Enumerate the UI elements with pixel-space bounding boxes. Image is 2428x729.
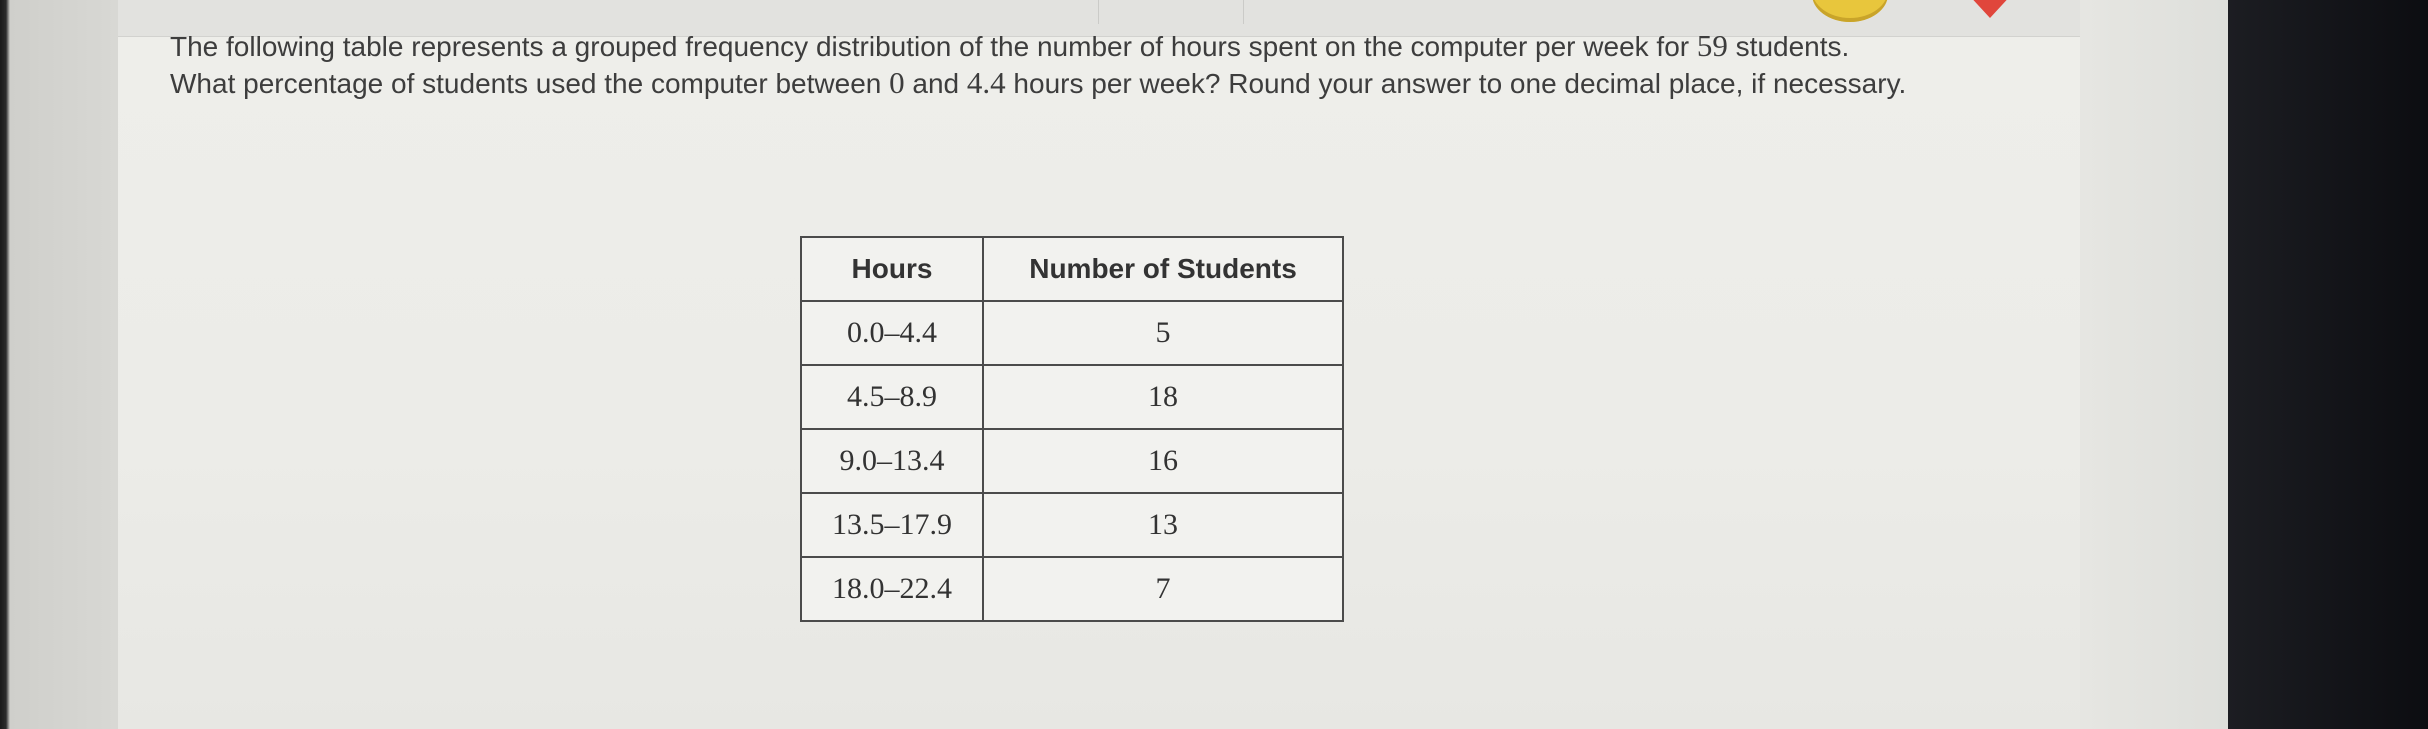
- students-cell: 16: [983, 429, 1343, 493]
- header-hours: Hours: [801, 237, 983, 301]
- students-cell: 13: [983, 493, 1343, 557]
- table-row: [801, 365, 1343, 429]
- heart-icon[interactable]: [1962, 0, 2018, 20]
- table-row: [801, 557, 1343, 621]
- topbar-divider: [1243, 0, 1244, 24]
- hours-cell: 9.0–13.4: [801, 429, 983, 493]
- hours-cell: 13.5–17.9: [801, 493, 983, 557]
- frequency-table: [800, 236, 1344, 622]
- hours-cell: 0.0–4.4: [801, 301, 983, 365]
- table-row: [801, 429, 1343, 493]
- range-low: 0: [889, 65, 905, 100]
- header-number-of-students: Number of Students: [983, 237, 1343, 301]
- topbar-divider: [1098, 0, 1099, 24]
- total-students: 59: [1696, 28, 1728, 63]
- hours-cell: 18.0–22.4: [801, 557, 983, 621]
- question-line2: What percentage of students used the computer between: [170, 68, 890, 99]
- question-line2-end: hours per week? Round your answer to one decimal place, if necessary.: [1005, 68, 1907, 99]
- students-cell: 5: [983, 301, 1343, 365]
- heart-icon-shape: [1962, 0, 2018, 20]
- table-header-row: [801, 237, 1343, 301]
- table-row: [801, 301, 1343, 365]
- question-and: and: [904, 68, 967, 99]
- left-bezel: [0, 0, 118, 729]
- question-text: [170, 28, 2050, 102]
- students-cell: 7: [983, 557, 1343, 621]
- question-line1: The following table represents a grouped frequency distribution of the number of hours spent on the computer per week for: [170, 31, 1697, 62]
- question-line1-end: students.: [1727, 31, 1850, 62]
- table-row: [801, 493, 1343, 557]
- right-bezel: [2228, 0, 2428, 729]
- right-panel: [2080, 0, 2228, 729]
- range-high: 4.4: [966, 65, 1006, 100]
- students-cell: 18: [983, 365, 1343, 429]
- hours-cell: 4.5–8.9: [801, 365, 983, 429]
